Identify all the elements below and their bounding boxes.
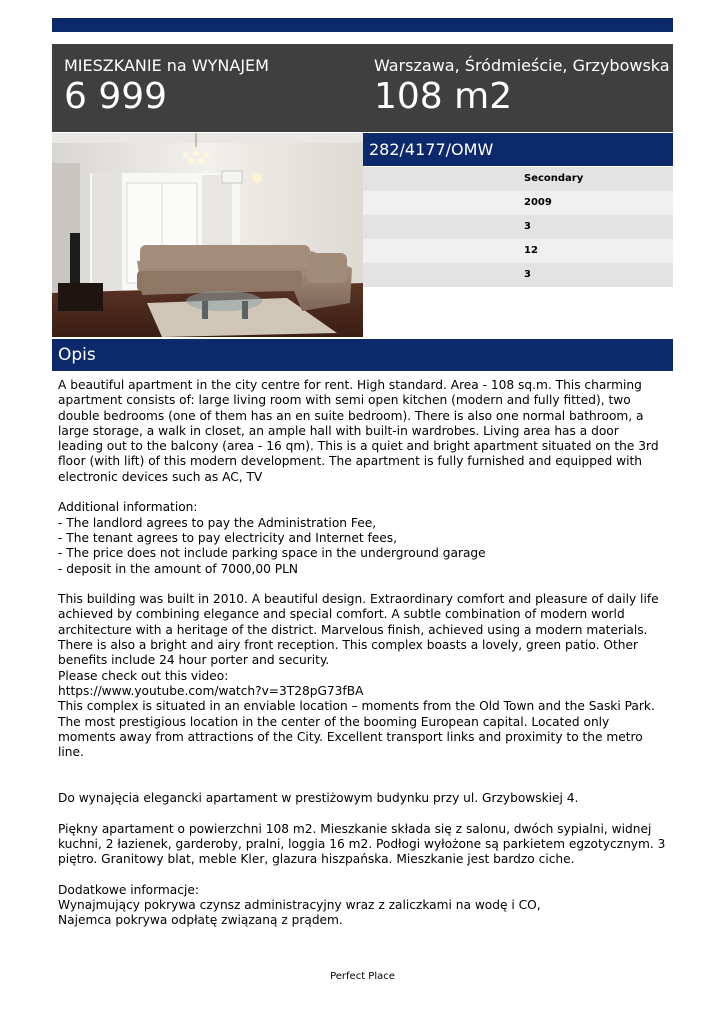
description-line: moments away from attractions of the City. Excellent transport links and proximity to the metro: [58, 729, 643, 744]
description-line: line.: [58, 745, 84, 760]
description-text: [58, 378, 670, 929]
description-line: apartment consists of: large living room with semi open kitchen (modern and fully fitted), two: [58, 393, 631, 408]
description-line: The most prestigious location in the center of the booming European capital. Located only: [58, 714, 610, 729]
reference-number: 282/4177/OMW: [363, 133, 673, 166]
description-blank-line: [58, 868, 670, 883]
listing-price: 6 999: [64, 76, 168, 117]
description-blank-line: [58, 806, 670, 821]
description-line: Piękny apartament o powierzchni 108 m2. Mieszkanie składa się z salonu, dwóch sypialni, widnej: [58, 821, 652, 836]
description-line: https://www.youtube.com/watch?v=3T28pG73fBA: [58, 683, 364, 698]
description-line: floor (with lift) of this modern development. The apartment is fully furnished and equipped with: [58, 454, 642, 469]
description-line: piętro. Granitowy blat, meble Kler, glazura hiszpańska. Mieszkanie jest bardzo ciche.: [58, 852, 575, 867]
description-line: architecture with a heritage of the district. Marvelous finish, achieved using a modern materials.: [58, 622, 648, 637]
listing-area: 108 m2: [374, 76, 513, 117]
description-line: leading out to the balcony (area - 16 qm). This is a quiet and bright apartment situated on the 3rd: [58, 439, 659, 454]
header-right: [374, 56, 670, 118]
header-left: [64, 56, 269, 118]
param-row: 3: [363, 215, 673, 239]
description-line: This building was built in 2010. A beautiful design. Extraordinary comfort and pleasure of daily life: [58, 592, 659, 607]
footer-brand: Perfect Place: [330, 971, 395, 982]
description-line: Please check out this video:: [58, 668, 229, 683]
description-line: achieved by combining elegance and special comfort. A subtle combination of modern world: [58, 607, 625, 622]
description-line: Additional information:: [58, 500, 198, 515]
listing-header: [52, 44, 673, 132]
param-row: Secondary: [363, 167, 673, 191]
description-blank-line: [58, 760, 670, 775]
description-line: - The price does not include parking space in the underground garage: [58, 546, 486, 561]
param-row: 2009: [363, 191, 673, 215]
param-row: 3: [363, 263, 673, 287]
description-line: Wynajmujący pokrywa czynsz administracyjny wraz z zaliczkami na wodę i CO,: [58, 898, 541, 913]
description-line: Najemca pokrywa odpłatę związaną z prądem.: [58, 913, 343, 928]
description-line: double bedrooms (one of them has an en suite bedroom). There is also one normal bathroom, a: [58, 408, 644, 423]
listing-location: Warszawa, Śródmieście, Grzybowska: [374, 56, 670, 75]
section-title-description: Opis: [52, 339, 673, 371]
description-blank-line: [58, 776, 670, 791]
living-room-image: [52, 133, 363, 337]
description-line: This complex is situated in an enviable location – moments from the Old Town and the Saski Park.: [58, 699, 655, 714]
description-line: kuchni, 2 łazienek, garderoby, pralni, loggia 16 m2. Podłogi wyłożone są parkietem egzotycznym. 3: [58, 836, 666, 851]
description-line: Dodatkowe informacje:: [58, 882, 199, 897]
description-blank-line: [58, 577, 670, 592]
param-row: 12: [363, 239, 673, 263]
description-line: - The tenant agrees to pay electricity and Internet fees,: [58, 530, 398, 545]
description-line: benefits include 24 hour porter and security.: [58, 653, 330, 668]
parameters-table: [363, 167, 673, 287]
listing-type: MIESZKANIE na WYNAJEM: [64, 56, 269, 75]
apartment-photo: [52, 133, 363, 337]
description-line: - The landlord agrees to pay the Administration Fee,: [58, 515, 377, 530]
description-line: - deposit in the amount of 7000,00 PLN: [58, 561, 298, 576]
top-accent-bar: [52, 18, 673, 32]
description-line: There is also a bright and airy front reception. This complex boasts a lovely, green patio. Other: [58, 638, 638, 653]
description-blank-line: [58, 485, 670, 500]
description-line: Do wynajęcia elegancki apartament w prestiżowym budynku przy ul. Grzybowskiej 4.: [58, 791, 579, 806]
description-line: large storage, a walk in closet, an ample hall with built-in wardrobes. Living area has a door: [58, 423, 619, 438]
description-line: A beautiful apartment in the city centre for rent. High standard. Area - 108 sq.m. This charming: [58, 378, 642, 392]
description-line: electronic devices such as AC, TV: [58, 469, 263, 484]
